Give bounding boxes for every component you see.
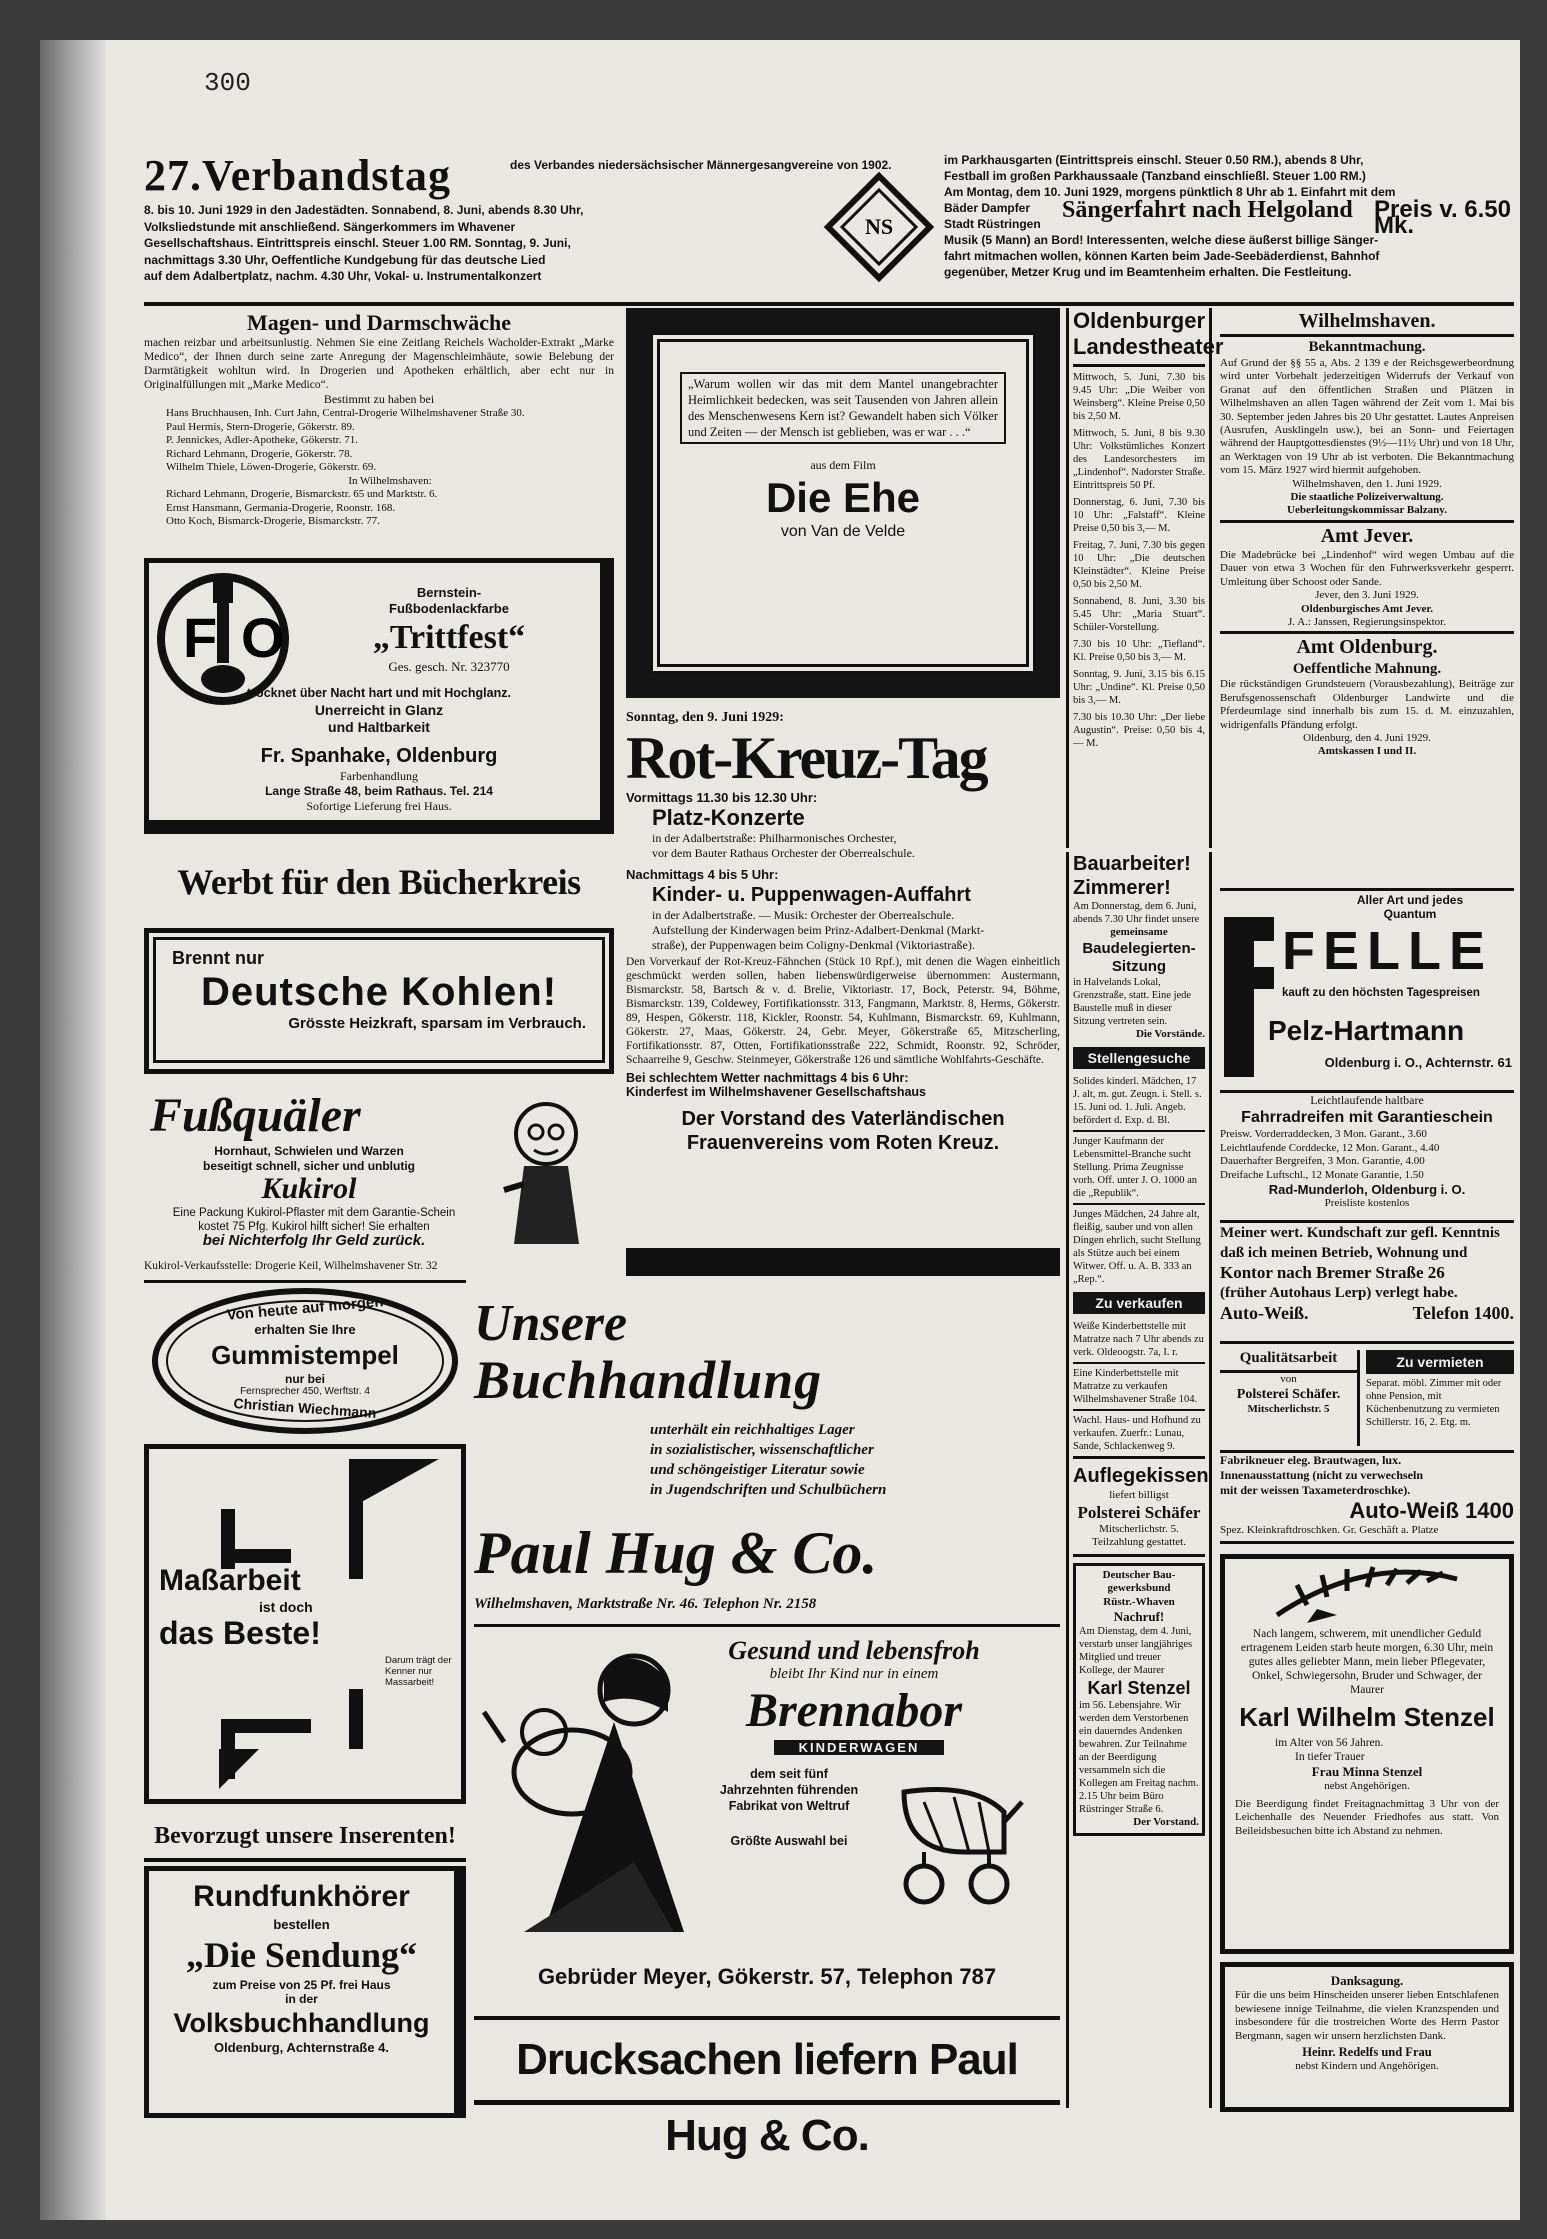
rotkreuz-afternoon-time: Nachmittags 4 bis 5 Uhr: bbox=[626, 867, 779, 882]
trittfest-claims bbox=[159, 685, 599, 736]
felle-top bbox=[1310, 893, 1510, 921]
bauarbeiter-bold-3: Sitzung bbox=[1111, 957, 1167, 975]
ad-magen-darm bbox=[144, 310, 614, 550]
rotkreuz-afternoon-title: Kinder- u. Puppenwagen-Auffahrt bbox=[652, 884, 971, 906]
rotkreuz-morning-lines bbox=[626, 831, 1060, 861]
page-binding-shadow bbox=[40, 40, 106, 2220]
header-right-line: fahrt mitmachen wollen, können Karten beim Jade-Seebäderdienst, Bahnhof bbox=[944, 249, 1380, 263]
ad-magen-body: machen reizbar und arbeitsunlustig. Nehmen Sie eine Zeitlang Reichels Wacholder-Extrakt „Marke Medico“, der Ihnen durch seine zarte Anregung der Magenschleimhäute, sowie Belebung der Darmtätigkeit wohltun wird. In Drogerien und Apotheken erhältlich, aber echt nur in Originalfüllungen mit „Marke Medico“. bbox=[144, 337, 614, 391]
trittfest-footer bbox=[159, 769, 599, 814]
theater-entries bbox=[1073, 371, 1205, 750]
rotkreuz-line: in der Adalbertstraße: Philharmonisches Orchester, bbox=[652, 831, 897, 845]
gummistempel-top: Von heute auf morgen bbox=[225, 1293, 385, 1324]
header-left-line: nachmittags 3.30 Uhr, Oeffentliche Kundgebung für das deutsche Lied bbox=[144, 252, 546, 267]
ad-inserenten: Bevorzugt unsere Inserenten! bbox=[154, 1823, 456, 1849]
rundfunk-l2: bestellen bbox=[273, 1917, 330, 1932]
bauarbeiter-body-2: in Halvelands Lokal, Grenzstraße, statt. Eine jede Baustelle muß in dieser Sitzung vertreten sein. bbox=[1073, 976, 1192, 1027]
theater-entry: Sonntag, 9. Juni, 3.15 bis 6.15 Uhr: „Undine“. Kl. Preise 0,50 bis 3,— M. bbox=[1073, 669, 1205, 706]
rotkreuz-line: in der Adalbertstraße. — Musik: Orchester der Oberrealschule. bbox=[652, 908, 955, 922]
kukirol-claims bbox=[144, 1144, 474, 1174]
newspaper-page bbox=[40, 40, 1520, 2220]
dank-sign-2: nebst Kindern und Angehörigen. bbox=[1295, 2060, 1439, 2072]
gummistempel-firm: Christian Wiechmann bbox=[233, 1395, 377, 1421]
ad-film-die-ehe bbox=[626, 308, 1060, 698]
header-right-text bbox=[944, 152, 1514, 280]
amt-jever-sign-line: Jever, den 3. Juni 1929. bbox=[1315, 589, 1419, 602]
ad-buecherkreis: Werbt für den Bücherkreis bbox=[177, 862, 581, 902]
verkauf-1: Weiße Kinderbettstelle mit Matratze nach 7 Uhr abends zu verk. Oldeoogstr. 7a, I. r. bbox=[1073, 1320, 1205, 1364]
ad-qualitaetsarbeit bbox=[1220, 1350, 1360, 1446]
trittfest-brand: „Trittfest“ bbox=[372, 619, 526, 656]
massarbeit-l2: ist doch bbox=[259, 1599, 313, 1615]
bauarbeiter-body: Am Donnerstag, dem 6. Juni, abends 7.30 Uhr findet unsere bbox=[1073, 901, 1200, 925]
kukirol-offer-line: bei Nichterfolg Ihr Geld zurück. bbox=[202, 1232, 426, 1249]
buchhandlung-firm: Paul Hug & Co. bbox=[474, 1520, 878, 1586]
buchhandlung-l1: Unsere bbox=[474, 1295, 628, 1352]
rotkreuz-body: Den Vorverkauf der Rot-Kreuz-Fähnchen (Stück 10 Rpf.), mit denen die Wagen einheitlich geschmückt werden sollen, haben liebenswürdigerweise übernommen: Austermann, Bismarckstr. 58, Bartsch & v. d. Brelie, Viktoriastr. 17, Bock, Peterstr. 94, Böhme, Bismarckstr. 139, Coldewey, Fortifikationsstr. 313, Fangmann, Marktstr. 8, Herms, Gökerstr. 89, Hespen, Gökerstr. 118, Kickler, Roonstr. 54, Kuhlmann, Bismarckstr. 69, Kuhlmann, Gökerstr. 27, Maas, Gökerstr. 24, Gebr. Meyer, Gökerstraße 65, Mitzscherling, Fortifikationsstr. 87, Otten, Fortifikationsstraße 222, Schmidt, Roonstr. 92, Schröder, Schaarreihe 9, Geschw. Steinmeyer, Gökerstraße 126 und sämtliche Wohlfahrts-Geschäfte. bbox=[626, 956, 1060, 1066]
ad-magen-subtitle: Bestimmt zu haben bei bbox=[323, 392, 435, 406]
vermieten-header: Zu vermieten bbox=[1366, 1350, 1514, 1374]
umzug-firm: Auto-Weiß. bbox=[1220, 1303, 1309, 1323]
braut-lines bbox=[1220, 1453, 1514, 1498]
ad-fahrradreifen bbox=[1220, 1090, 1514, 1218]
pram-illustration bbox=[874, 1762, 1024, 1912]
trittfest-line: Bernstein- bbox=[416, 585, 482, 600]
header-left-line: auf dem Adalbertplatz, nachm. 4.30 Uhr, Vokal- u. Instrumentalkonzert bbox=[144, 269, 542, 283]
ad-gummistempel bbox=[150, 1286, 460, 1436]
gummistempel-phone: Fernsprecher 450, Werftstr. 4 bbox=[240, 1386, 370, 1397]
header-banner bbox=[144, 152, 1514, 302]
felle-title: FELLE bbox=[1282, 921, 1493, 981]
vermieten-body: Separat. möbl. Zimmer mit oder ohne Pension, mit Küchenbenutzung zu vermieten Schillerstr. 16, 2. Etg. m. bbox=[1366, 1378, 1502, 1428]
bauarbeiter-title: Bauarbeiter! bbox=[1073, 853, 1191, 875]
braut-firm: Auto-Weiß 1400 bbox=[1349, 1498, 1514, 1523]
felle-bar-graphic bbox=[1224, 917, 1274, 941]
ad-kukirol bbox=[144, 1090, 614, 1276]
buchhandlung-line: in sozialistischer, wissenschaftlicher bbox=[650, 1442, 874, 1458]
buchhandlung-l2: Buchhandlung bbox=[474, 1350, 823, 1410]
nachruf-name: Karl Stenzel bbox=[1087, 1678, 1191, 1698]
rotkreuz-bad-weather: Bei schlechtem Wetter nachmittags 4 bis 6 Uhr: bbox=[626, 1071, 909, 1085]
kukirol-offer-line: kostet 75 Pfg. Kukirol hilft sicher! Sie erhalten bbox=[198, 1221, 430, 1233]
trittfest-claim: Unerreicht in Glanz bbox=[314, 702, 444, 718]
felle-top-line: Quantum bbox=[1383, 907, 1437, 921]
umzug-tel: Telefon 1400. bbox=[1412, 1303, 1514, 1323]
rundfunk-price: zum Preise von 25 Pf. frei Haus bbox=[212, 1978, 391, 1992]
theater-entry: Freitag, 7. Juni, 7.30 bis gegen 10 Uhr: „Die deutschen Kleinstädter“. Kleine Preise 0,50 bis 2,50 M. bbox=[1073, 540, 1205, 590]
divider bbox=[474, 1624, 1060, 1627]
gummistempel-nur: nur bei bbox=[284, 1372, 325, 1386]
amt-oldenburg-sub: Oeffentliche Mahnung. bbox=[1292, 661, 1442, 678]
amt-oldenburg-sign bbox=[1220, 732, 1514, 759]
ad-magen-list-item: Otto Koch, Bismarck-Drogerie, Bismarckstr. 77. bbox=[166, 515, 380, 527]
kohlen-tagline: Grösste Heizkraft, sparsam im Verbrauch. bbox=[288, 1015, 586, 1032]
kukirol-store: Kukirol-Verkaufsstelle: Drogerie Keil, Wilhelmshavener Str. 32 bbox=[144, 1260, 438, 1272]
official-notices bbox=[1220, 308, 1514, 888]
cartoon-man-illustration bbox=[484, 1094, 609, 1254]
trittfest-patent: Ges. gesch. Nr. 323770 bbox=[388, 659, 510, 674]
trittfest-delivery: Sofortige Lieferung frei Haus. bbox=[306, 799, 452, 813]
rotkreuz-sign-2: Frauenvereins vom Roten Kreuz. bbox=[686, 1132, 1000, 1154]
umzug-line: Kontor nach Bremer Straße 26 bbox=[1220, 1263, 1445, 1282]
felle-top-line: Aller Art und jedes bbox=[1356, 893, 1464, 907]
ad-rot-kreuz-tag bbox=[626, 710, 1060, 1276]
gummistempel-line: erhalten Sie Ihre bbox=[254, 1322, 356, 1337]
svg-text:O: O bbox=[241, 606, 285, 669]
theater-entry: Sonnabend, 8. Juni, 3.30 bis 5.45 Uhr: „Maria Stuart“. Schüler-Vorstellung. bbox=[1073, 596, 1205, 633]
auflegekissen-addr: Mitscherlichstr. 5. Teilzahlung gestattet. bbox=[1073, 1523, 1205, 1557]
ad-rundfunk bbox=[144, 1866, 466, 2118]
rotkreuz-line: vor dem Bauter Rathaus Orchester der Oberrealschule. bbox=[652, 846, 915, 860]
dank-body: Für die uns beim Hinscheiden unserer lieben Entschlafenen bewiesene innige Teilnahme, die vielen Kranzspenden und insbesondere für die trostreichen Worte des Herrn Pastor Bergmann, sagen wir unsern herzlichsten Dank. bbox=[1235, 1989, 1499, 2042]
buchhandlung-line: in Jugendschriften und Schulbüchern bbox=[650, 1482, 887, 1498]
palm-branch-icon bbox=[1235, 1565, 1499, 1627]
trittfest-line: Fußbodenlackfarbe bbox=[389, 601, 509, 616]
bek-sign-line: Wilhelmshaven, den 1. Juni 1929. bbox=[1292, 477, 1442, 490]
rad-top: Leichtlaufende haltbare bbox=[1310, 1093, 1424, 1107]
amt-jever-sign bbox=[1220, 589, 1514, 634]
film-quote: „Warum wollen wir das mit dem Mantel unangebrachter Heimlichkeit bedecken, was seit Tausenden von Jahren allein des Menschenwesens Kern ist? Gewandelt haben sich Völker und Zeiten — der Mensch ist geblieben, was er war . . .“ bbox=[680, 372, 1006, 444]
amt-jever-body: Die Madebrücke bei „Lindenhof“ wird wegen Umbau auf die Dauer von etwa 3 Wochen für den Fuhrwerksverkehr gesperrt. Umleitung über Schoost oder Sande. bbox=[1220, 548, 1514, 588]
ship-name-2: Stadt Rüstringen bbox=[944, 217, 1041, 231]
rundfunk-store: Volksbuchhandlung bbox=[173, 2008, 430, 2038]
trittfest-address: Lange Straße 48, beim Rathaus. Tel. 214 bbox=[265, 784, 493, 798]
header-left-text bbox=[144, 202, 814, 285]
ad-trittfest bbox=[144, 558, 614, 834]
qual-firm: Polsterei Schäfer. bbox=[1236, 1386, 1341, 1402]
rotkreuz-title: Rot-Kreuz-Tag bbox=[626, 725, 987, 791]
death-age: im Alter von 56 Jahren. bbox=[1275, 1737, 1384, 1749]
nachruf-body-2: im 56. Lebensjahre. Wir werden dem Verstorbenen ein dauerndes Andenken bewahren. Zur Teilnahme an der Beerdigung versammeln sich die Kollegen am Freitag nachm. 2.15 Uhr beim Büro Rüstringer Straße 6. bbox=[1079, 1700, 1199, 1815]
rad-line: Dauerhafter Bergreifen, 3 Mon. Garantie, 4.00 bbox=[1220, 1155, 1425, 1167]
massarbeit-l1: Maßarbeit bbox=[159, 1564, 301, 1597]
header-right-line: Am Montag, dem 10. Juni 1929, morgens pünktlich 8 Uhr ab 1. Einfahrt mit dem bbox=[944, 185, 1396, 199]
felle-sub: kauft zu den höchsten Tagespreisen bbox=[1282, 987, 1480, 999]
rad-list: Preisliste kostenlos bbox=[1324, 1197, 1410, 1209]
helgoland-row bbox=[944, 196, 1514, 239]
ad-magen-list-item: Paul Hermis, Stern-Drogerie, Gökerstr. 89. bbox=[166, 420, 355, 433]
rad-line: Leichtlaufende Corddecke, 12 Mon. Garant., 4.40 bbox=[1220, 1141, 1440, 1154]
kukirol-claim: beseitigt schnell, sicher und unblutig bbox=[202, 1159, 416, 1173]
stellengesuch-1: Solides kinderl. Mädchen, 17 J. alt, m. gut. Zeugn. i. Stell. s. 15. Juni od. 1. Juli. Angeb. befördert d. Exp. d. Bl. bbox=[1073, 1075, 1205, 1132]
header-right-line: Musik (5 Mann) an Bord! Interessenten, welche diese äußerst billige Sänger- bbox=[944, 233, 1379, 247]
auflegekissen-l1: liefert billigst bbox=[1109, 1489, 1169, 1501]
rotkreuz-bad-weather-2: Kinderfest im Wilhelmshavener Gesellschaftshaus bbox=[626, 1085, 926, 1099]
stellengesuch-2: Junger Kaufmann der Lebensmittel-Branche sucht Stellung. Prima Zeugnisse vorh. Off. unter J. O. 1000 an die „Republik“. bbox=[1073, 1132, 1205, 1205]
ad-felle bbox=[1220, 888, 1514, 1088]
helgoland-trip-title: Sängerfahrt nach Helgoland bbox=[1062, 197, 1353, 223]
ad-brennabor bbox=[474, 1632, 1060, 2008]
braut-sub: Spez. Kleinkraftdroschken. Gr. Geschäft a. Platze bbox=[1220, 1524, 1439, 1536]
ad-magen-list-item: Richard Lehmann, Drogerie, Gökerstr. 78. bbox=[166, 447, 353, 460]
kukirol-offer-line: Eine Packung Kukirol-Pflaster mit dem Garantie-Schein bbox=[172, 1207, 456, 1219]
header-right-line: gegenüber, Metzer Krug und im Beamtenheim erhalten. Die Festleitung. bbox=[944, 265, 1352, 279]
qual-von: von bbox=[1280, 1373, 1297, 1385]
amt-jever-title: Amt Jever. bbox=[1320, 524, 1414, 547]
death-body: Nach langem, schwerem, mit unendlicher Geduld ertragenem Leiden starb heute morgen, 6.30 Uhr, mein gutes alles geliebter Mann, mein lieber Pflegevater, Onkel, Schwiegersohn, Bruder und Schwager, der Maurer bbox=[1240, 1628, 1494, 1696]
kohlen-line1: Brennt nur bbox=[172, 948, 264, 968]
rotkreuz-line: Aufstellung der Kinderwagen beim Prinz-Adalbert-Denkmal (Markt- bbox=[652, 923, 985, 937]
amt-oldenburg-sign-line: Oldenburg, den 4. Juni 1929. bbox=[1303, 731, 1431, 744]
felle-addr: Oldenburg i. O., Achternstr. 61 bbox=[1324, 1055, 1512, 1070]
braut-line: Fabrikneuer eleg. Brautwagen, lux. bbox=[1220, 1453, 1402, 1467]
amt-jever-sign-line: Oldenburgisches Amt Jever. bbox=[1301, 602, 1433, 615]
rotkreuz-sign-1: Der Vorstand des Vaterländischen bbox=[681, 1108, 1005, 1130]
ad-magen-list-item: Ernst Hansmann, Germania-Drogerie, Roonstr. 168. bbox=[166, 501, 396, 514]
trittfest-claim: trocknet über Nacht hart und mit Hochglanz. bbox=[247, 686, 511, 700]
nachruf-title: Nachruf! bbox=[1113, 1609, 1165, 1624]
death-trauer: In tiefer Trauer bbox=[1295, 1750, 1365, 1763]
ad-magen-list-item: Wilhelm Thiele, Löwen-Drogerie, Gökerstr. 69. bbox=[166, 461, 377, 473]
bauarbeiter-bold-1: gemeinsame bbox=[1110, 926, 1168, 938]
rundfunk-sendung: „Die Sendung“ bbox=[185, 1935, 418, 1975]
stellengesuche-header: Stellengesuche bbox=[1073, 1047, 1205, 1069]
braut-line: mit der weissen Taxameterdroschke). bbox=[1220, 1483, 1411, 1497]
bek-sign bbox=[1220, 478, 1514, 523]
bek-title: Bekanntmachung. bbox=[1308, 339, 1426, 355]
brennabor-brand: Brennabor bbox=[745, 1684, 963, 1737]
rundfunk-l5: in der bbox=[285, 1992, 318, 2006]
buchhandlung-line: unterhält ein reichhaltiges Lager bbox=[650, 1422, 855, 1438]
amt-oldenburg-sign-line: Amtskassen I und II. bbox=[1317, 745, 1417, 758]
header-divider bbox=[144, 302, 1514, 306]
theater-entry: 7.30 bis 10.30 Uhr: „Der liebe Augustin“. Preise: 0,50 bis 4,— M. bbox=[1073, 712, 1205, 749]
rotkreuz-afternoon-lines bbox=[626, 908, 1060, 953]
rotkreuz-morning-title: Platz-Konzerte bbox=[652, 805, 805, 830]
amt-oldenburg-title: Amt Oldenburg. bbox=[1296, 636, 1438, 659]
massarbeit-l3: das Beste! bbox=[159, 1615, 321, 1651]
header-title: 27.Verbandstag bbox=[144, 151, 451, 200]
rotkreuz-morning-time: Vormittags 11.30 bis 12.30 Uhr: bbox=[626, 790, 818, 805]
rad-line: Dreifache Luftschl., 12 Monate Garantie, 1.50 bbox=[1220, 1168, 1424, 1181]
rad-line: Preisw. Vorderraddecken, 3 Mon. Garant., 3.60 bbox=[1220, 1128, 1427, 1140]
ad-auto-weiss-umzug bbox=[1220, 1220, 1514, 1344]
umzug-line: daß ich meinen Betrieb, Wohnung und bbox=[1220, 1245, 1468, 1261]
auflegekissen-title: Auflegekissen bbox=[1073, 1465, 1209, 1487]
theater-entry: Donnerstag, 6. Juni, 7.30 bis 10 Uhr: „Falstaff“. Kleine Preise 0,50 bis 3,— M. bbox=[1073, 497, 1205, 534]
death-notice-stenzel bbox=[1220, 1554, 1514, 1954]
trittfest-firm: Fr. Spanhake, Oldenburg bbox=[260, 745, 498, 767]
dank-title: Danksagung. bbox=[1330, 1973, 1404, 1988]
theater-entry: Mittwoch, 5. Juni, 7.30 bis 9.45 Uhr: „Die Weiber von Weinsberg“. Kleine Preise 0,50 bis 2,50 M. bbox=[1073, 372, 1205, 422]
buchhandlung-line: und schöngeistiger Literatur sowie bbox=[650, 1462, 865, 1478]
brennabor-l1: Gesund und lebensfroh bbox=[728, 1636, 980, 1665]
massarbeit-side: Darum trägt der Kenner nur Massarbeit! bbox=[385, 1655, 452, 1688]
ad-deutsche-kohlen bbox=[144, 928, 614, 1074]
theater-entry: 7.30 bis 10 Uhr: „Tiefland“. Kl. Preise 0,50 bis 3,— M. bbox=[1073, 639, 1205, 663]
film-author: von Van de Velde bbox=[780, 523, 906, 540]
header-subtitle: des Verbandes niedersächsischer Männergesangvereine von 1902. bbox=[510, 158, 892, 172]
ad-brautwagen bbox=[1220, 1450, 1514, 1544]
rad-firm: Rad-Munderloh, Oldenburg i. O. bbox=[1268, 1182, 1466, 1197]
dank-sign: Heinr. Redelfs und Frau bbox=[1302, 2045, 1432, 2059]
kohlen-headline: Deutsche Kohlen! bbox=[200, 970, 558, 1014]
brennabor-l4: Größte Auswahl bei bbox=[730, 1834, 848, 1848]
trittfest-claim: und Haltbarkeit bbox=[328, 719, 430, 735]
zuverkaufen-header: Zu verkaufen bbox=[1073, 1292, 1205, 1314]
ad-magen-title: Magen- und Darmschwäche bbox=[247, 310, 511, 335]
bauarbeiter-sign: Die Vorstände. bbox=[1135, 1027, 1205, 1040]
ad-magen-list-item: Richard Lehmann, Drogerie, Bismarckstr. 65 und Marktstr. 6. bbox=[166, 488, 438, 500]
trittfest-firm-sub: Farbenhandlung bbox=[340, 769, 418, 783]
death-name: Karl Wilhelm Stenzel bbox=[1239, 1702, 1495, 1732]
rotkreuz-line: straße), der Puppenwagen beim Coligny-Denkmal (Viktoriastraße). bbox=[652, 938, 975, 952]
ad-magen-list-item: Hans Bruchhausen, Inh. Curt Jahn, Central-Drogerie Wilhelmshavener Straße 30. bbox=[166, 407, 525, 419]
brennabor-footer: Gebrüder Meyer, Gökerstr. 57, Telephon 787 bbox=[537, 1964, 997, 1989]
trittfest-heading bbox=[299, 585, 599, 617]
header-right-line: im Parkhausgarten (Eintrittspreis einschl. Steuer 0.50 RM.), abends 8 Uhr, bbox=[944, 153, 1364, 167]
svg-text:F: F bbox=[183, 606, 218, 669]
felle-bar-graphic bbox=[1224, 917, 1254, 1077]
umzug-lines bbox=[1220, 1223, 1514, 1303]
notices-city: Wilhelmshaven. bbox=[1220, 308, 1514, 337]
header-left-line: Volksliedstunde mit anschließend. Sängerkommers im Whavener bbox=[144, 219, 516, 234]
kukirol-offer bbox=[144, 1206, 484, 1248]
divider bbox=[474, 2016, 1060, 2020]
svg-text:NS: NS bbox=[864, 214, 894, 239]
mother-baby-illustration bbox=[484, 1632, 694, 1942]
brennabor-sub: KINDERWAGEN bbox=[774, 1740, 944, 1755]
header-left-line: Gesellschaftshaus. Eintrittspreis einschl. Steuer 1.00 RM. Sonntag, 9. Juni, bbox=[144, 236, 571, 250]
bek-sign-line: Die staatliche Polizeiverwaltung. bbox=[1290, 491, 1444, 504]
bau-title-2: gewerksbund bbox=[1107, 1582, 1171, 1594]
umzug-line: (früher Autohaus Lerp) verlegt habe. bbox=[1220, 1285, 1458, 1301]
buchhandlung-address: Wilhelmshaven, Marktstraße Nr. 46. Telephon Nr. 2158 bbox=[474, 1596, 817, 1612]
stellengesuch-3: Junges Mädchen, 24 Jahre alt, fleißig, sauber und von allen Dingen ehrlich, sucht Stellung als Stütze auch bei einem Witwer. Off. u. A. B. 333 an „Rep.“. bbox=[1073, 1209, 1201, 1285]
bek-sign-line: Ueberleitungskommissar Balzany. bbox=[1287, 504, 1447, 517]
ad-magen-list-item: In Wilhelmshaven: bbox=[348, 474, 432, 487]
classifieds-column bbox=[1066, 852, 1212, 2108]
theater-title-1: Oldenburger bbox=[1073, 308, 1206, 333]
bauarbeiter-bold-2: Baudelegierten- bbox=[1082, 939, 1196, 957]
death-widow: Frau Minna Stenzel bbox=[1311, 1764, 1423, 1779]
bauarbeiter-title-2: Zimmerer! bbox=[1073, 877, 1171, 899]
ad-drucksachen: Drucksachen liefern Paul Hug & Co. bbox=[516, 2035, 1018, 2160]
bau-title-3: Rüstr.-Whaven bbox=[1103, 1595, 1175, 1608]
rad-title: Fahrradreifen mit Garantieschein bbox=[1241, 1109, 1493, 1126]
header-left-line: 8. bis 10. Juni 1929 in den Jadestädten. Sonnabend, 8. Juni, abends 8.30 Uhr, bbox=[144, 203, 584, 217]
braut-line: Innenausstattung (nicht zu verwechseln bbox=[1220, 1468, 1424, 1482]
umzug-line: Meiner wert. Kundschaft zur gefl. Kenntnis bbox=[1220, 1225, 1500, 1241]
brennabor-l3: dem seit fünf Jahrzehnten führenden Fabrikat von Weltruf bbox=[719, 1767, 859, 1813]
rad-lines bbox=[1220, 1128, 1514, 1182]
divider bbox=[144, 1280, 466, 1283]
rotkreuz-date: Sonntag, den 9. Juni 1929: bbox=[626, 710, 784, 725]
ad-zu-vermieten bbox=[1366, 1350, 1514, 1446]
verkauf-2: Eine Kinderbettstelle mit Matratze zu verkaufen Wilhelmshavener Straße 104. bbox=[1073, 1364, 1205, 1411]
amt-oldenburg-body: Die rückständigen Grundsteuern (Vorausbezahlung), Beiträge zur Berufsgenossenschaft Oldenburger Landwirte und die Pferdeumlage sind innerhalb bis zum 15. d. M. einzuzahlen, widrigenfalls Pfändung erfolgt. bbox=[1220, 678, 1514, 731]
gummistempel-title: Gummistempel bbox=[211, 1340, 399, 1370]
brennabor-l2: bleibt Ihr Kind nur in einem bbox=[769, 1666, 939, 1682]
divider bbox=[474, 2100, 1060, 2105]
ad-theater bbox=[1066, 308, 1224, 848]
theater-title-2: Landestheater bbox=[1073, 334, 1205, 367]
kukirol-title: Fußquäler bbox=[150, 1089, 361, 1142]
qual-addr: Mitscherlichstr. 5 bbox=[1247, 1402, 1330, 1415]
auflegekissen-firm: Polsterei Schäfer bbox=[1077, 1502, 1201, 1522]
film-aus: aus dem Film bbox=[810, 458, 876, 472]
felle-firm: Pelz-Hartmann bbox=[1268, 1015, 1465, 1046]
nachruf-sign: Der Vorstand. bbox=[1133, 1816, 1199, 1828]
singers-association-logo bbox=[824, 172, 934, 282]
death-body-2: Die Beerdigung findet Freitagnachmittag 3 Uhr von der Leichenhalle des Neuender Friedhofes aus statt. Von Beileidsbesuchen bitte ich Abstand zu nehmen. bbox=[1235, 1797, 1499, 1837]
nachruf-body: Am Dienstag, dem 4. Juni, verstarb unser langjähriges Mitglied und treuer Kollege, der Maurer bbox=[1079, 1626, 1193, 1676]
bau-title-1: Deutscher Bau- bbox=[1102, 1568, 1176, 1581]
divider bbox=[144, 1858, 466, 1862]
death-widow-2: nebst Angehörigen. bbox=[1324, 1780, 1410, 1792]
ad-magen-list bbox=[144, 407, 614, 529]
theater-entry: Mittwoch, 5. Juni, 8 bis 9.30 Uhr: Volkstümliches Konzert des Landesorchesters im „Lindenhof“. Nadorster Straße. Eintrittspreis 50 Pf. bbox=[1073, 428, 1205, 491]
kukirol-claim: Hornhaut, Schwielen und Warzen bbox=[214, 1144, 404, 1158]
ad-magen-list-item: P. Jennickes, Adler-Apotheke, Gökerstr. 71. bbox=[166, 434, 358, 446]
film-title: Die Ehe bbox=[765, 474, 921, 521]
danksagung bbox=[1220, 1962, 1514, 2112]
trip-price: Preis v. 6.50 Mk. bbox=[1374, 196, 1511, 239]
header-right-line: Festball im großen Parkhaussaale (Tanzband einschließl. Steuer 1.00 RM.) bbox=[944, 169, 1366, 183]
page-number: 300 bbox=[204, 68, 251, 98]
nachruf-box bbox=[1073, 1563, 1205, 1836]
rundfunk-addr: Oldenburg, Achternstraße 4. bbox=[213, 2040, 390, 2055]
kukirol-brand: Kukirol bbox=[261, 1172, 357, 1205]
ad-massarbeit bbox=[144, 1444, 466, 1804]
verkauf-3: Wachl. Haus- und Hofhund zu verkaufen. Zuerfr.: Lunau, Sande, Schlackenweg 9. bbox=[1073, 1411, 1205, 1459]
bek-body: Auf Grund der §§ 55 a, Abs. 2 139 e der Reichsgewerbeordnung wird unter Vorbehalt jederzeitigen Widerrufs der Verkauf von Granat auf den öffentlichen Straßen und Plätzen in Wilhelmshaven an allen Tagen während der Zeit vom 1. Mai bis 30. September jeden Jahres bis 20 Uhr gestattet. Lautes Anpreisen (Ausrufen, Ausklingeln usw.), bei an Sonn- und Feiertagen während der Hauptgottesdienstes (9½—11½ Uhr) und von 18 Uhr, an Werktagen von 19 Uhr ab ist verboten. Die Bekanntmachung vom 15. März 1927 wird hiermit aufgehoben. bbox=[1220, 357, 1514, 477]
felle-bar-graphic bbox=[1224, 967, 1274, 989]
rundfunk-title: Rundfunkhörer bbox=[193, 1880, 410, 1913]
ship-name: Bäder Dampfer bbox=[944, 201, 1031, 215]
qual-title: Qualitätsarbeit bbox=[1220, 1350, 1357, 1373]
buchhandlung-body bbox=[650, 1420, 1060, 1500]
amt-jever-sign-line: J. A.: Janssen, Regierungsinspektor. bbox=[1288, 615, 1446, 628]
